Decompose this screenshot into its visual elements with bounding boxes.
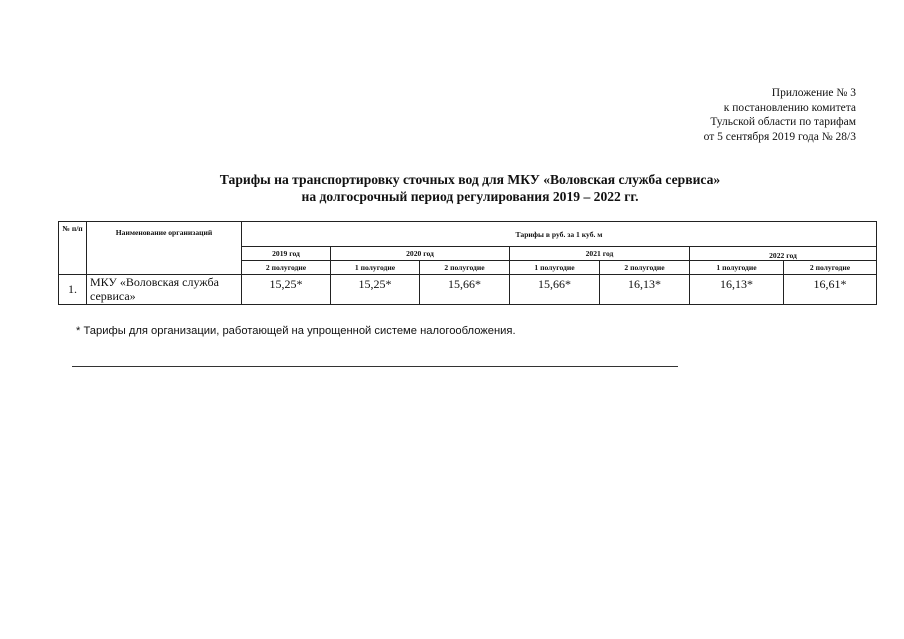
document-title [150, 171, 790, 205]
tariff-value-cell [690, 275, 784, 305]
tariff-value: 15,66* [448, 277, 481, 291]
header-half: 2 полугодие [242, 261, 331, 275]
tariff-value-cell [510, 275, 600, 305]
header-half: 1 полугодие [510, 261, 600, 275]
header-year-2020: 2020 год [331, 247, 510, 261]
tariff-value-cell [331, 275, 420, 305]
row-number: 1. [59, 275, 87, 305]
header-organization: Наименование организаций [87, 222, 242, 275]
header-half: 2 полугодие [600, 261, 690, 275]
appendix-header [704, 86, 856, 144]
title-line-2: на долгосрочный период регулирования 2019 – 2022 гг. [301, 189, 639, 204]
footnote: * Тарифы для организации, работающей на упрощенной системе налогообложения. [76, 325, 516, 337]
header-half: 1 полугодие [331, 261, 420, 275]
header-half: 2 полугодие [420, 261, 510, 275]
appendix-line-3: Тульской области по тарифам [710, 116, 856, 129]
header-half: 2 полугодие [784, 261, 877, 275]
divider-line [72, 366, 678, 367]
header-tariffs: Тарифы в руб. за 1 куб. м [242, 222, 877, 247]
organization-name: МКУ «Воловская служба сервиса» [87, 275, 242, 305]
appendix-line-1: Приложение № 3 [771, 87, 856, 99]
tariff-value-cell [600, 275, 690, 305]
tariffs-table [58, 221, 877, 305]
tariff-value: 16,13* [628, 277, 661, 291]
header-number: № п/п [59, 222, 87, 275]
tariff-value: 15,66* [538, 277, 571, 291]
tariff-value: 16,13* [720, 277, 753, 291]
header-year-2022: 2022 год [690, 247, 877, 261]
tariff-value: 16,61* [813, 277, 847, 291]
tariff-value-cell [242, 275, 331, 305]
header-year-2021: 2021 год [510, 247, 690, 261]
tariff-value-cell [420, 275, 510, 305]
tariff-value-cell [784, 275, 877, 305]
appendix-line-4: от 5 сентября 2019 года № 28/3 [703, 130, 856, 143]
header-half: 1 полугодие [690, 261, 784, 275]
table-row [59, 275, 877, 305]
title-line-1: Тарифы на транспортировку сточных вод для МКУ «Воловская служба сервиса» [219, 172, 721, 187]
header-row-main [59, 222, 877, 247]
appendix-line-2: к постановлению комитета [723, 101, 856, 114]
tariff-value: 15,25* [358, 277, 392, 291]
tariff-value: 15,25* [269, 277, 303, 291]
header-year-2019: 2019 год [242, 247, 331, 261]
